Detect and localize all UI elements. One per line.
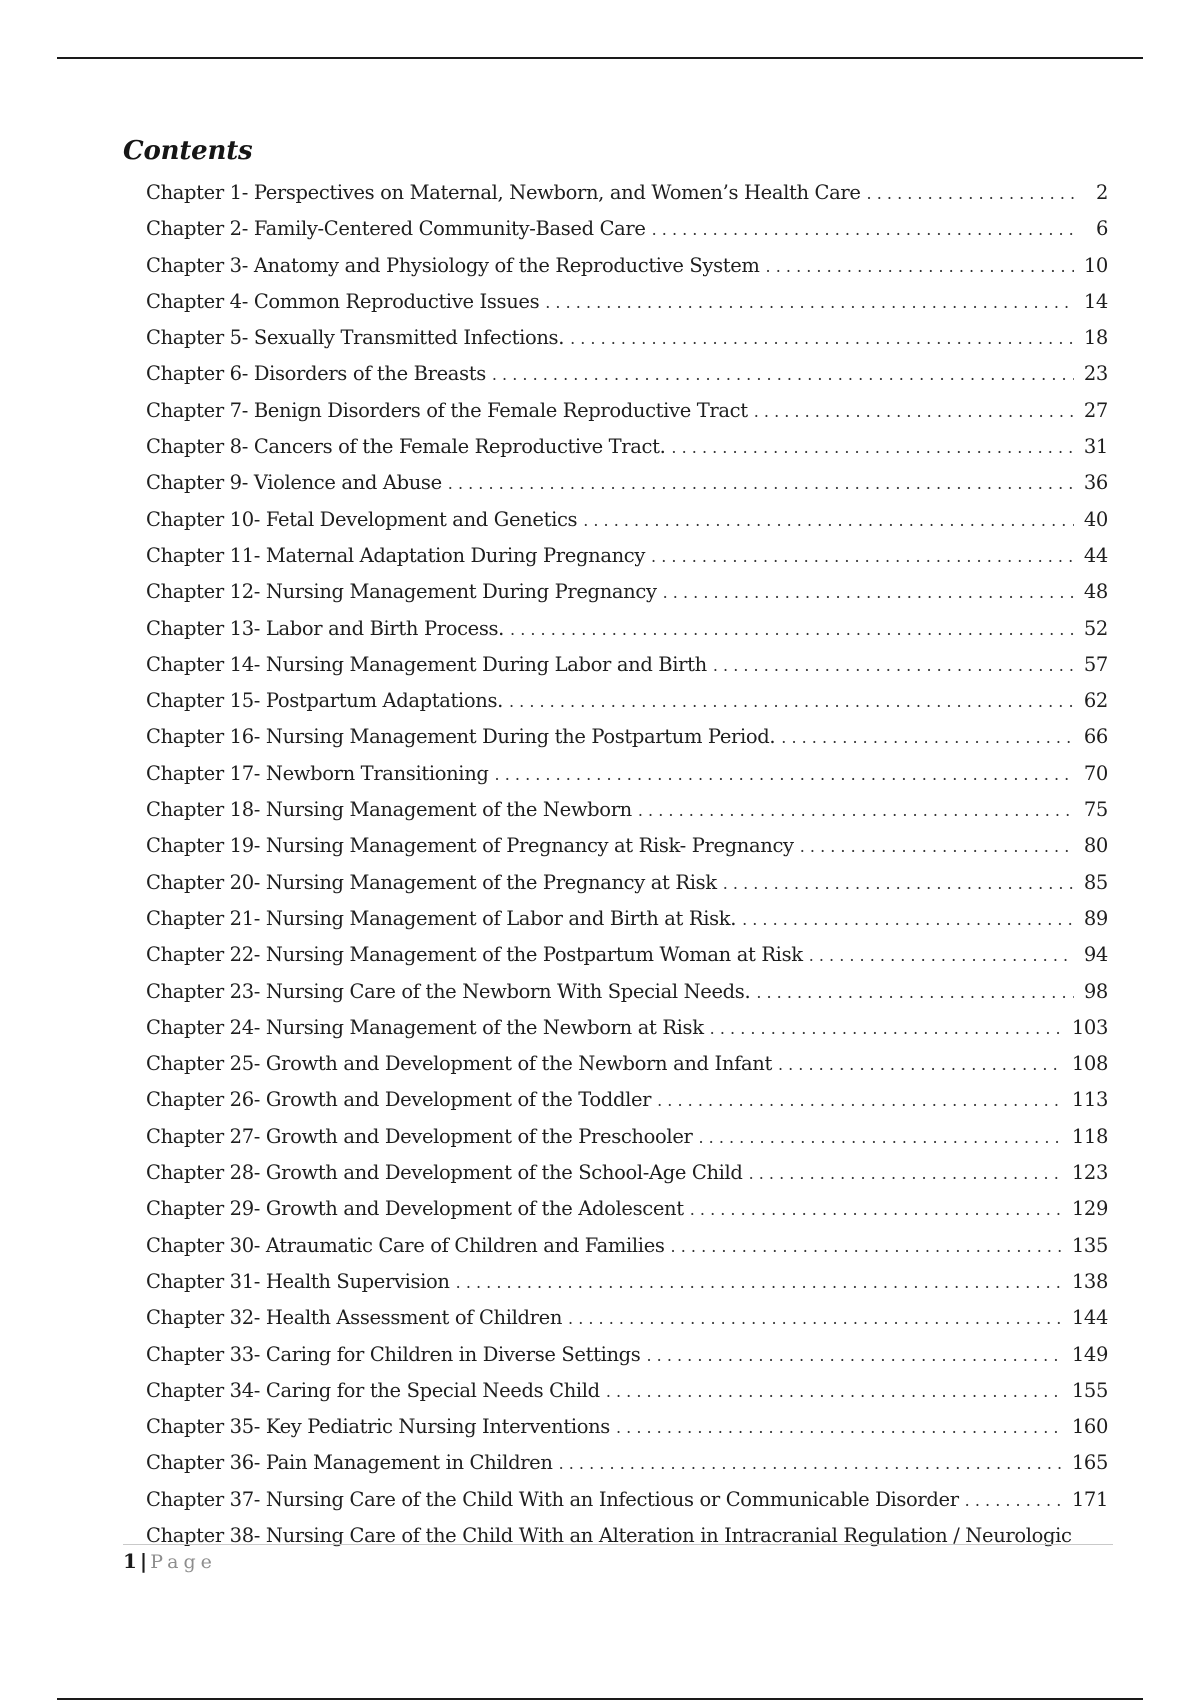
toc-entry-page: 135: [1071, 1233, 1108, 1257]
toc-entry-page: 70: [1083, 761, 1108, 785]
toc-entry-page: 160: [1071, 1415, 1108, 1439]
toc-dot-leader: [510, 612, 1074, 648]
toc-entry-page: 36: [1083, 471, 1108, 495]
toc-dot-leader: [742, 902, 1074, 938]
toc-entry[interactable]: [146, 1300, 1108, 1336]
toc-entry-title: Chapter 9- Violence and Abuse: [146, 471, 442, 495]
toc-entry[interactable]: [146, 611, 1108, 647]
toc-entry-page: 118: [1071, 1124, 1108, 1148]
toc-entry[interactable]: [146, 719, 1108, 755]
toc-entry-page: 31: [1083, 435, 1108, 459]
toc-entry[interactable]: [146, 211, 1108, 247]
toc-dot-leader: [456, 1265, 1064, 1301]
toc-entry-title: Chapter 23- Nursing Care of the Newborn With Special Needs.: [146, 979, 751, 1003]
toc-dot-leader: [495, 757, 1074, 793]
toc-dot-leader: [749, 1156, 1064, 1192]
toc-entry-title: Chapter 26- Growth and Development of the Toddler: [146, 1088, 652, 1112]
toc-entry[interactable]: [146, 1518, 1108, 1554]
toc-entry[interactable]: [146, 865, 1108, 901]
toc-dot-leader: [651, 539, 1074, 575]
toc-entry-page: 171: [1071, 1487, 1108, 1511]
toc-entry-page: 18: [1083, 326, 1108, 350]
toc-entry-page: 165: [1071, 1451, 1108, 1475]
toc-entry[interactable]: [146, 393, 1108, 429]
toc-entry-title: Chapter 24- Nursing Management of the Newborn at Risk: [146, 1015, 704, 1039]
toc-entry-page: 123: [1071, 1161, 1108, 1185]
toc-entry-page: 98: [1083, 979, 1108, 1003]
toc-entry-page: 89: [1083, 906, 1108, 930]
toc-entry-title: Chapter 7- Benign Disorders of the Female Reproductive Tract: [146, 398, 748, 422]
toc-entry-page: 108: [1071, 1052, 1108, 1076]
toc-entry-title: Chapter 25- Growth and Development of the Newborn and Infant: [146, 1052, 772, 1076]
toc-entry[interactable]: [146, 284, 1108, 320]
toc-entry-page: 155: [1071, 1378, 1108, 1402]
toc-entry-page: 40: [1083, 507, 1108, 531]
toc-entry-title: Chapter 31- Health Supervision: [146, 1269, 450, 1293]
toc-entry[interactable]: [146, 756, 1108, 792]
toc-entry-title: Chapter 29- Growth and Development of the Adolescent: [146, 1197, 684, 1221]
toc-entry-title: Chapter 15- Postpartum Adaptations.: [146, 689, 503, 713]
toc-dot-leader: [492, 357, 1074, 393]
toc-entry[interactable]: [146, 1264, 1108, 1300]
toc-entry[interactable]: [146, 538, 1108, 574]
toc-entry-title: Chapter 2- Family-Centered Community-Based Care: [146, 217, 646, 241]
toc-dot-leader: [657, 1083, 1064, 1119]
toc-entry[interactable]: [146, 320, 1108, 356]
toc-dot-leader: [509, 684, 1074, 720]
toc-dot-leader: [756, 975, 1074, 1011]
toc-entry-title: Chapter 32- Health Assessment of Children: [146, 1306, 563, 1330]
toc-dot-leader: [723, 866, 1074, 902]
toc-dot-leader: [616, 1410, 1064, 1446]
toc-dot-leader: [713, 648, 1074, 684]
toc-entry-title: Chapter 16- Nursing Management During the Postpartum Period.: [146, 725, 776, 749]
toc-entry[interactable]: [146, 1337, 1108, 1373]
table-of-contents: [146, 175, 1108, 1554]
toc-entry-page: 14: [1083, 289, 1108, 313]
toc-entry-title: Chapter 21- Nursing Management of Labor and Birth at Risk.: [146, 906, 737, 930]
toc-entry-page: 75: [1083, 798, 1108, 822]
toc-entry[interactable]: [146, 1409, 1108, 1445]
toc-entry-page: 103: [1071, 1015, 1108, 1039]
toc-dot-leader: [766, 249, 1074, 285]
toc-dot-leader: [606, 1374, 1064, 1410]
toc-entry-title: Chapter 8- Cancers of the Female Reproductive Tract.: [146, 435, 666, 459]
toc-entry[interactable]: [146, 1373, 1108, 1409]
toc-entry[interactable]: [146, 647, 1108, 683]
toc-dot-leader: [448, 466, 1074, 502]
toc-entry-title: Chapter 1- Perspectives on Maternal, Newborn, and Women’s Health Care: [146, 181, 861, 204]
toc-dot-leader: [646, 1338, 1063, 1374]
toc-dot-leader: [638, 793, 1074, 829]
toc-entry-page: 62: [1083, 689, 1108, 713]
toc-entry[interactable]: [146, 465, 1108, 501]
toc-dot-leader: [778, 1047, 1064, 1083]
toc-dot-leader: [671, 1229, 1064, 1265]
toc-dot-leader: [809, 938, 1074, 974]
toc-entry[interactable]: [146, 974, 1108, 1010]
toc-entry-page: 149: [1071, 1342, 1108, 1366]
footer-divider: [123, 1544, 1113, 1545]
toc-entry-page: 113: [1071, 1088, 1108, 1112]
toc-dot-leader: [545, 285, 1074, 321]
toc-entry-page: 52: [1083, 616, 1108, 640]
toc-dot-leader: [671, 430, 1074, 466]
toc-entry-page: 57: [1083, 652, 1108, 676]
toc-entry[interactable]: [146, 1155, 1108, 1191]
toc-entry[interactable]: [146, 356, 1108, 392]
toc-entry[interactable]: [146, 1046, 1108, 1082]
toc-entry-title: Chapter 30- Atraumatic Care of Children and Families: [146, 1233, 665, 1257]
toc-dot-leader: [698, 1120, 1063, 1156]
toc-entry-title: Chapter 6- Disorders of the Breasts: [146, 362, 486, 386]
toc-dot-leader: [663, 575, 1074, 611]
toc-entry-page: 138: [1071, 1269, 1108, 1293]
footer-page-number: 1: [123, 1549, 137, 1573]
toc-entry-page: 66: [1083, 725, 1108, 749]
toc-entry[interactable]: [146, 502, 1108, 538]
toc-entry-page: 129: [1071, 1197, 1108, 1221]
toc-entry[interactable]: [146, 248, 1108, 284]
toc-entry-title: Chapter 28- Growth and Development of the School-Age Child: [146, 1161, 743, 1185]
toc-entry-title: Chapter 11- Maternal Adaptation During Pregnancy: [146, 543, 646, 567]
toc-entry-title: Chapter 13- Labor and Birth Process.: [146, 616, 505, 640]
toc-entry-title: Chapter 12- Nursing Management During Pregnancy: [146, 580, 657, 604]
toc-entry[interactable]: [146, 937, 1108, 973]
toc-entry-title: Chapter 10- Fetal Development and Genetics: [146, 507, 578, 531]
toc-entry[interactable]: [146, 1482, 1108, 1518]
toc-entry-title: Chapter 5- Sexually Transmitted Infections.: [146, 326, 565, 350]
toc-entry-page: 44: [1083, 543, 1108, 567]
toc-entry-page: 27: [1083, 398, 1108, 422]
toc-entry-page: 6: [1095, 217, 1108, 241]
page-footer: [123, 1548, 217, 1575]
toc-entry-title: Chapter 19- Nursing Management of Pregnancy at Risk- Pregnancy: [146, 834, 794, 858]
toc-entry[interactable]: [146, 1119, 1108, 1155]
toc-entry-page: 10: [1083, 253, 1108, 277]
toc-entry[interactable]: [146, 828, 1108, 864]
toc-dot-leader: [710, 1011, 1064, 1047]
toc-dot-leader: [867, 176, 1074, 212]
toc-dot-leader: [568, 1301, 1064, 1337]
toc-entry-page: 94: [1083, 943, 1108, 967]
toc-dot-leader: [559, 1446, 1064, 1482]
toc-entry-title: Chapter 18- Nursing Management of the Newborn: [146, 798, 632, 822]
toc-entry-title: Chapter 4- Common Reproductive Issues: [146, 289, 540, 313]
toc-entry[interactable]: [146, 574, 1108, 610]
toc-dot-leader: [583, 503, 1074, 539]
toc-entry-page: 23: [1083, 362, 1108, 386]
toc-entry[interactable]: [146, 901, 1108, 937]
toc-entry[interactable]: [146, 429, 1108, 465]
toc-entry-title: Chapter 27- Growth and Development of the Preschooler: [146, 1124, 693, 1148]
toc-entry-title: Chapter 36- Pain Management in Children: [146, 1451, 553, 1475]
toc-dot-leader: [570, 321, 1074, 357]
header-rule: [57, 57, 1143, 59]
toc-entry-title: Chapter 38- Nursing Care of the Child With an Alteration in Intracranial Regulation / Neurologic: [146, 1523, 1072, 1547]
toc-entry-title: Chapter 22- Nursing Management of the Postpartum Woman at Risk: [146, 943, 803, 967]
toc-entry[interactable]: [146, 683, 1108, 719]
toc-entry-page: 48: [1083, 580, 1108, 604]
toc-dot-leader: [800, 829, 1074, 865]
toc-entry[interactable]: [146, 1228, 1108, 1264]
toc-entry-title: Chapter 35- Key Pediatric Nursing Interventions: [146, 1415, 610, 1439]
footer-page-label: Page: [150, 1551, 217, 1573]
toc-entry[interactable]: [146, 1010, 1108, 1046]
toc-entry[interactable]: [146, 792, 1108, 828]
toc-entry-page: 85: [1083, 870, 1108, 894]
toc-dot-leader: [690, 1192, 1064, 1228]
toc-entry-title: Chapter 34- Caring for the Special Needs Child: [146, 1378, 600, 1402]
toc-entry-page: 80: [1083, 834, 1108, 858]
toc-dot-leader: [754, 394, 1074, 430]
toc-entry-title: Chapter 3- Anatomy and Physiology of the Reproductive System: [146, 253, 760, 277]
toc-entry-title: Chapter 20- Nursing Management of the Pregnancy at Risk: [146, 870, 717, 894]
toc-entry-page: 2: [1095, 181, 1108, 204]
toc-entry[interactable]: [146, 175, 1108, 211]
toc-entry-title: Chapter 37- Nursing Care of the Child With an Infectious or Communicable Disorder: [146, 1487, 959, 1511]
toc-entry[interactable]: [146, 1445, 1108, 1481]
toc-entry[interactable]: [146, 1191, 1108, 1227]
toc-entry[interactable]: [146, 1082, 1108, 1118]
toc-entry-page: 144: [1071, 1306, 1108, 1330]
toc-entry-title: Chapter 17- Newborn Transitioning: [146, 761, 489, 785]
toc-dot-leader: [965, 1483, 1064, 1519]
toc-dot-leader: [652, 212, 1074, 248]
toc-entry-title: Chapter 14- Nursing Management During Labor and Birth: [146, 652, 707, 676]
toc-dot-leader: [781, 720, 1074, 756]
contents-heading: Contents: [123, 136, 253, 166]
footer-separator: |: [139, 1549, 148, 1573]
toc-entry-title: Chapter 33- Caring for Children in Diverse Settings: [146, 1342, 641, 1366]
